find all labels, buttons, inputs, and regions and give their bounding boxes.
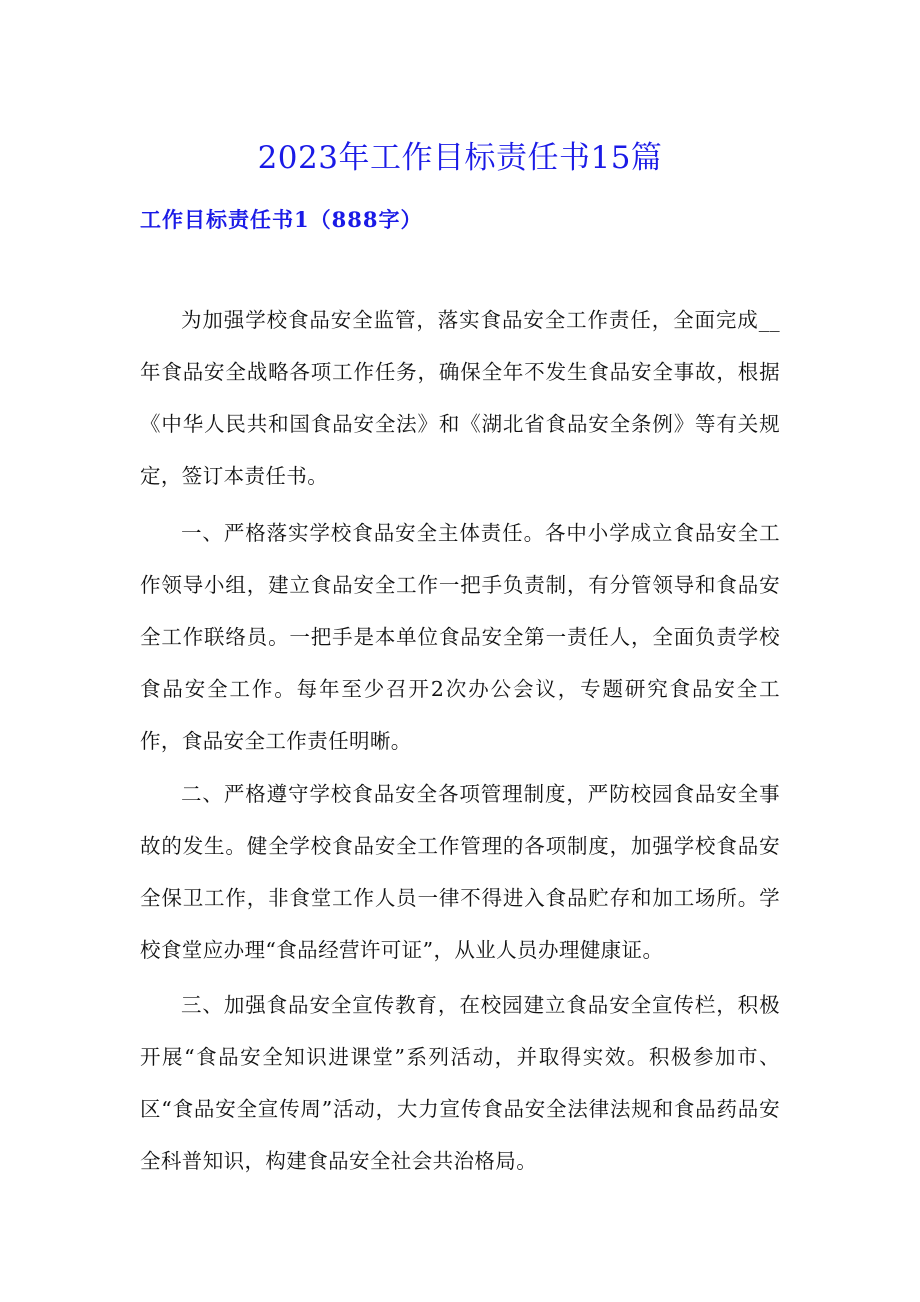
paragraph-item-3: 三、加强食品安全宣传教育，在校园建立食品安全宣传栏，积极开展“食品安全知识进课堂”系列活动，并取得实效。积极参加市、区“食品安全宣传周”活动，大力宣传食品安全法律法规和食品药品安全科普知识，构建食品安全社会共治格局。 xyxy=(140,993,780,1173)
paragraph-item-2: 二、严格遵守学校食品安全各项管理制度，严防校园食品安全事故的发生。健全学校食品安全工作管理的各项制度，加强学校食品安全保卫工作，非食堂工作人员一律不得进入食品贮存和加工场所。学校食堂应办理“食品经营许可证”，从业人员办理健康证。 xyxy=(140,782,780,962)
section-heading: 工作目标责任书1（888字） xyxy=(140,207,423,232)
paragraph-item-1: 一、严格落实学校食品安全主体责任。各中小学成立食品安全工作领导小组，建立食品安全工作一把手负责制，有分管领导和食品安全工作联络员。一把手是本单位食品安全第一责任人，全面负责学校食品安全工作。每年至少召开2次办公会议，专题研究食品安全工作，食品安全工作责任明晰。 xyxy=(140,521,780,753)
paragraph-intro: 为加强学校食品安全监管，落实食品安全工作责任，全面完成__年食品安全战略各项工作任务，确保全年不发生食品安全事故，根据《中华人民共和国食品安全法》和《湖北省食品安全条例》等有关规定，签订本责任书。 xyxy=(140,308,780,488)
document-title: 2023年工作目标责任书15篇 xyxy=(257,140,663,176)
